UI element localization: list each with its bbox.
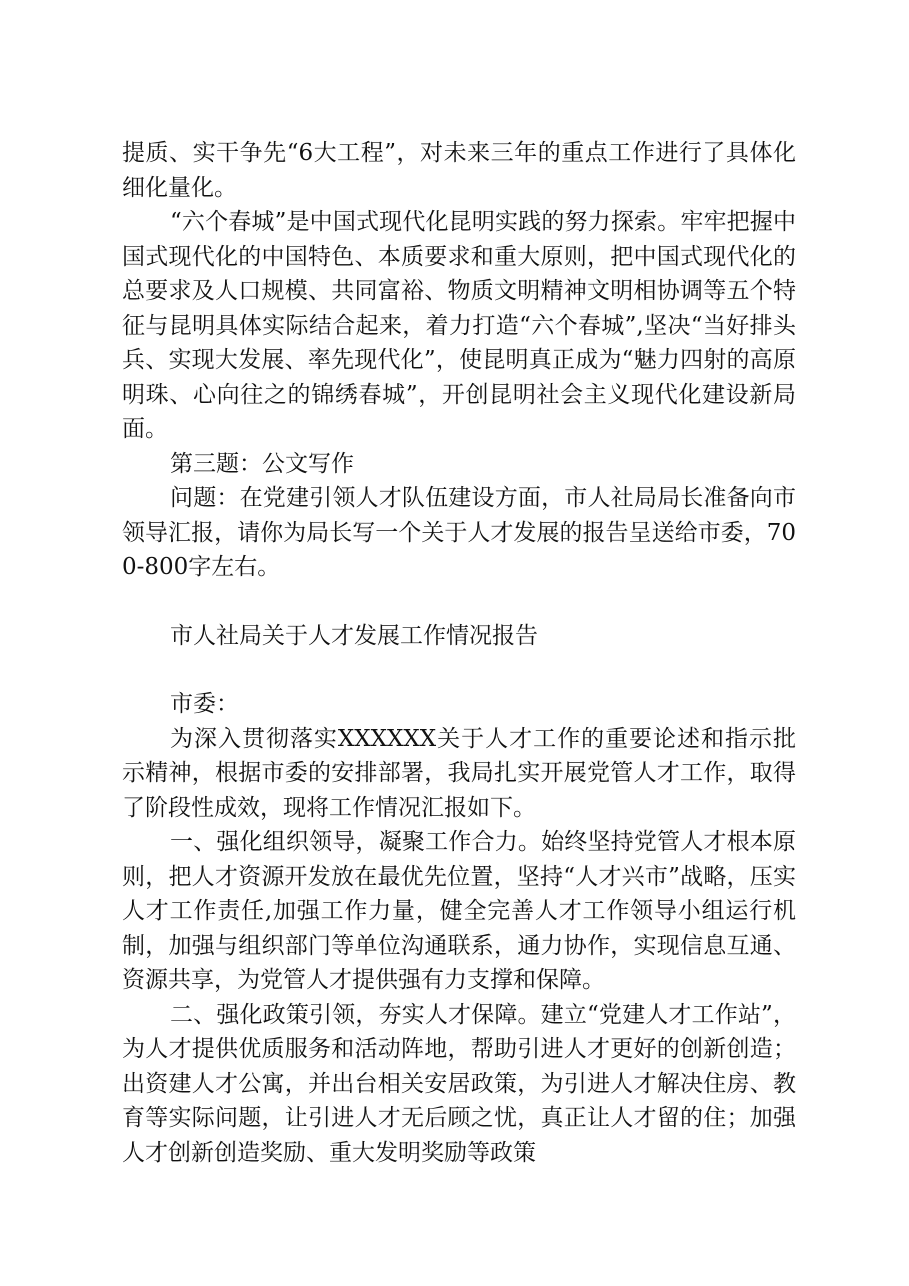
document-body	[122, 136, 796, 1170]
report-section-one: 一、强化组织领导，凝聚工作合力。始终坚持党管人才根本原则，把人才资源开发放在最优先位置，坚持“人才兴市”战略，压实人才工作责任,加强工作力量，健全完善人才工作领导小组运行机制，加强与组织部门等单位沟通联系，通力协作，实现信息互通、资源共享，为党管人才提供强有力支撑和保障。	[122, 829, 796, 993]
paragraph-continuation: 提质、实干争先“6大工程”，对未来三年的重点工作进行了具体化细化量化。	[122, 140, 796, 201]
paragraph-six-spring-cities: “六个春城”是中国式现代化昆明实践的努力探索。牢牢把握中国式现代化的中国特色、本质要求和重大原则，把中国式现代化的总要求及人口规模、共同富裕、物质文明精神文明相协调等五个特征与昆明具体实际结合起来，着力打造“六个春城”,坚决“当好排头兵、实现大发展、率先现代化”，使昆明真正成为“魅力四射的高原明珠、心向往之的锦绣春城”，开创昆明社会主义现代化建设新局面。	[122, 209, 796, 442]
report-title: 市人社局关于人才发展工作情况报告	[170, 622, 538, 649]
question-heading: 第三题：公文写作	[170, 450, 354, 477]
report-salutation: 市委：	[170, 691, 239, 717]
report-intro-paragraph: 为深入贯彻落实XXXXXX关于人才工作的重要论述和指示批示精神，根据市委的安排部署，我局扎实开展党管人才工作，取得了阶段性成效，现将工作情况汇报如下。	[122, 725, 796, 821]
report-section-two: 二、强化政策引领，夯实人才保障。建立“党建人才工作站”，为人才提供优质服务和活动阵地，帮助引进人才更好的创新创造；出资建人才公寓，并出台相关安居政策，为引进人才解决住房、教育等实际问题，让引进人才无后顾之忧，真正让人才留的住；加强人才创新创造奖励、重大发明奖励等政策	[122, 1001, 796, 1166]
question-text: 问题：在党建引领人才队伍建设方面，市人社局局长准备向市领导汇报，请你为局长写一个关于人才发展的报告呈送给市委，700-800字左右。	[122, 485, 796, 580]
